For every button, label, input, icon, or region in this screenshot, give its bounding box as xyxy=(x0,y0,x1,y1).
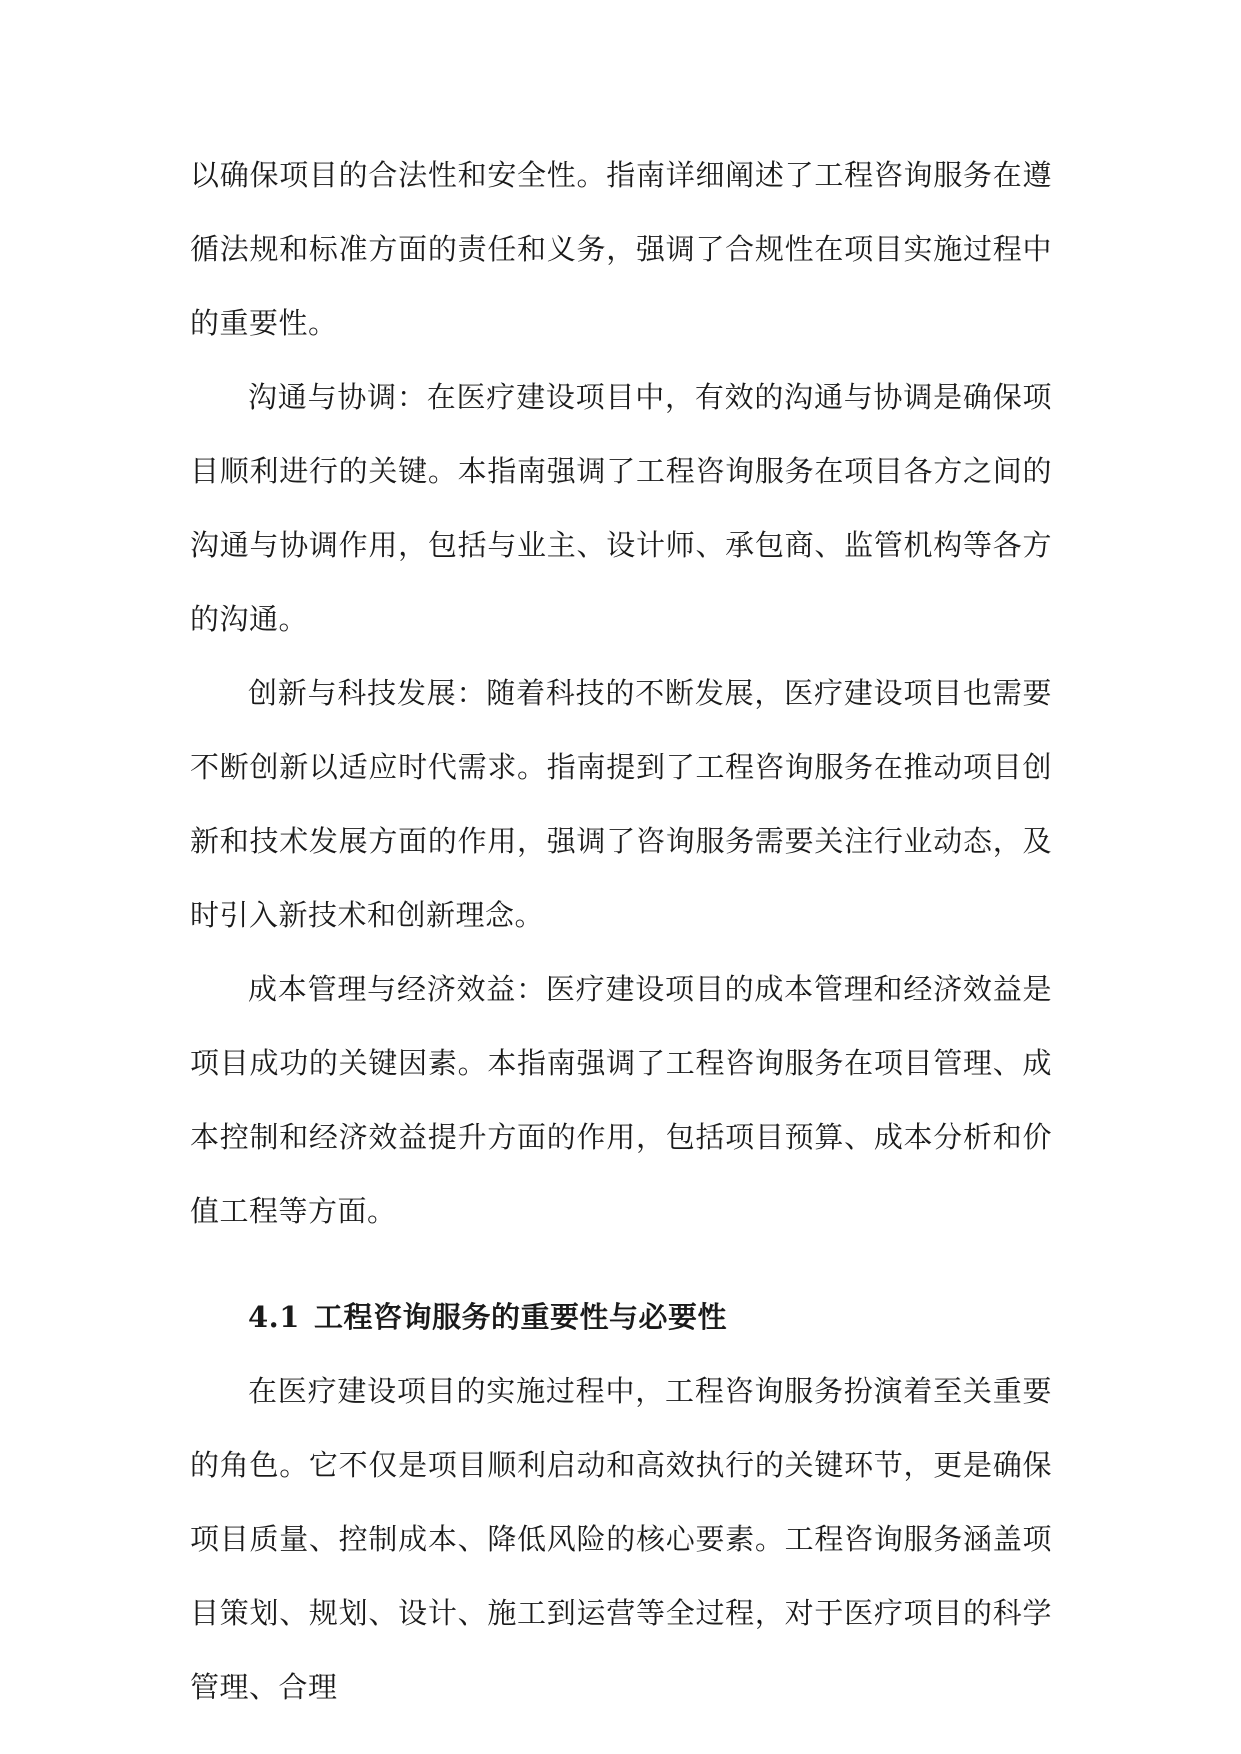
paragraph-innovation: 创新与科技发展：随着科技的不断发展，医疗建设项目也需要不断创新以适应时代需求。指南提到了工程咨询服务在推动项目创新和技术发展方面的作用，强调了咨询服务需要关注行业动态，及时引入新技术和创新理念。 xyxy=(190,676,1052,932)
paragraph-communication: 沟通与协调：在医疗建设项目中，有效的沟通与协调是确保项目顺利进行的关键。本指南强调了工程咨询服务在项目各方之间的沟通与协调作用，包括与业主、设计师、承包商、监管机构等各方的沟通。 xyxy=(190,380,1052,636)
paragraph-cost-management: 成本管理与经济效益：医疗建设项目的成本管理和经济效益是项目成功的关键因素。本指南强调了工程咨询服务在项目管理、成本控制和经济效益提升方面的作用，包括项目预算、成本分析和价值工程等方面。 xyxy=(190,972,1052,1228)
section-title: 工程咨询服务的重要性与必要性 xyxy=(313,1300,727,1334)
paragraph-importance: 在医疗建设项目的实施过程中，工程咨询服务扮演着至关重要的角色。它不仅是项目顺利启动和高效执行的关键环节，更是确保项目质量、控制成本、降低风险的核心要素。工程咨询服务涵盖项目策划、规划、设计、施工到运营等全过程，对于医疗项目的科学管理、合理 xyxy=(190,1374,1052,1704)
paragraph-compliance-continuation: 以确保项目的合法性和安全性。指南详细阐述了工程咨询服务在遵循法规和标准方面的责任和义务，强调了合规性在项目实施过程中的重要性。 xyxy=(190,158,1052,340)
section-number: 4.1 xyxy=(248,1300,300,1334)
page-body xyxy=(190,138,1052,1724)
section-heading xyxy=(190,1280,1052,1354)
